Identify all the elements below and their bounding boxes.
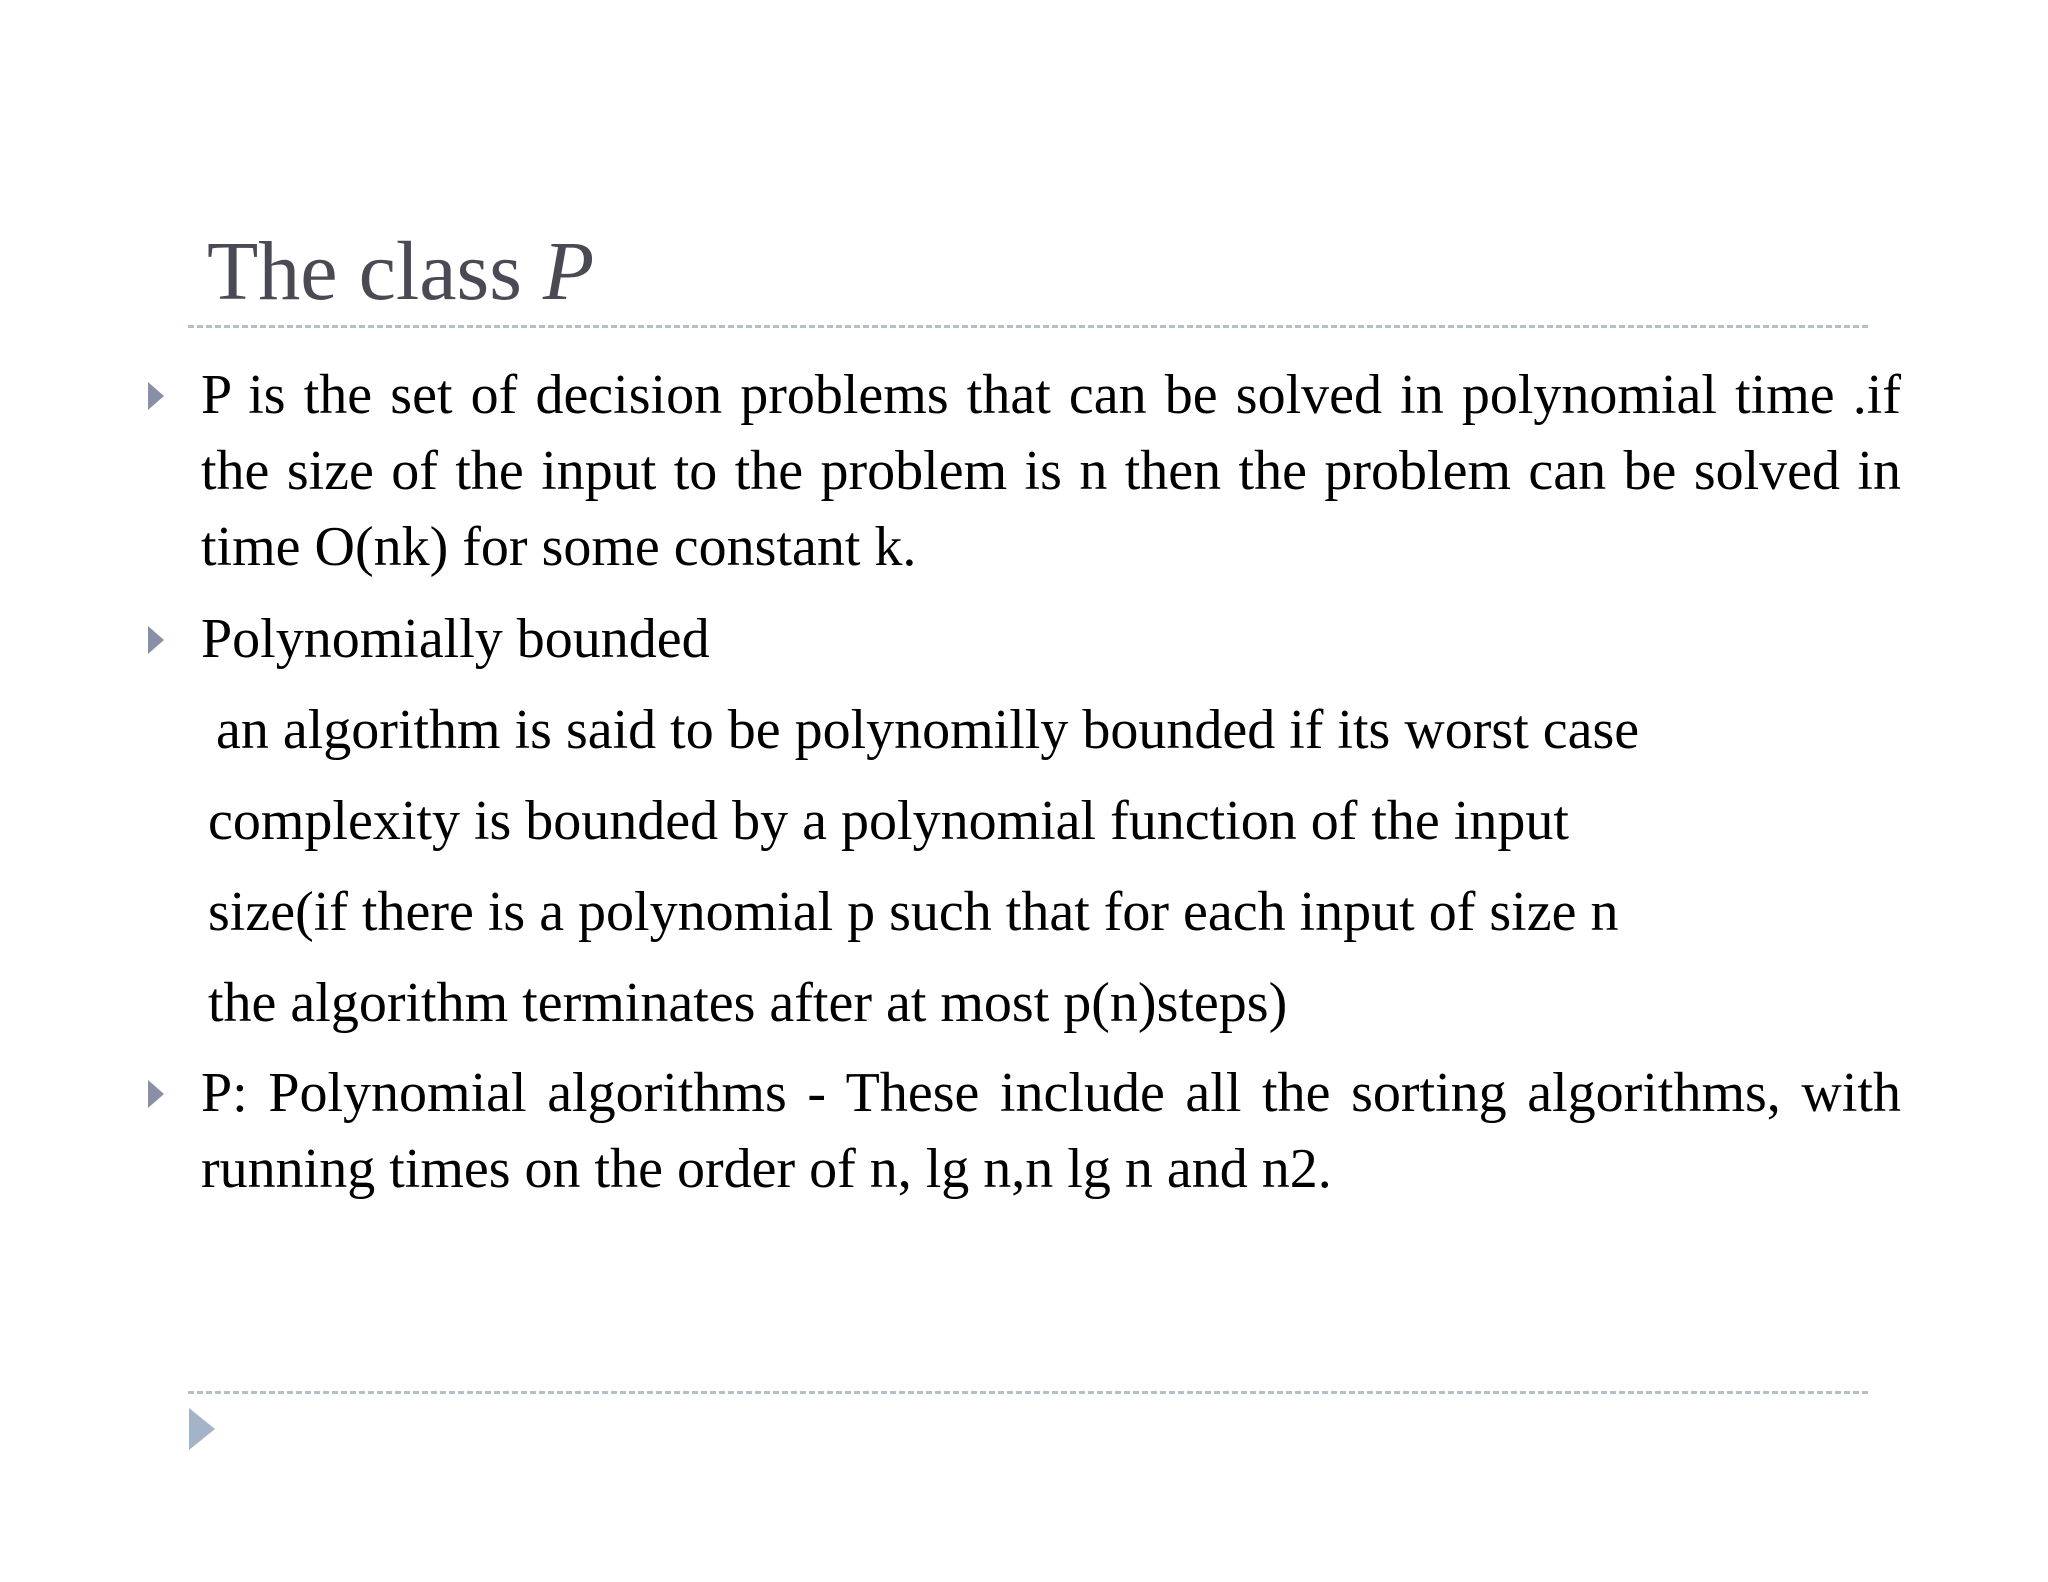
bullet-2-text: Polynomially bounded — [201, 608, 710, 670]
sub-paragraph-line: an algorithm is said to be polynomilly bounded if its worst case — [216, 699, 1640, 761]
title-divider — [188, 325, 1868, 328]
triangle-bullet-icon — [148, 382, 164, 410]
slide-title-main: The class — [207, 225, 543, 318]
slide-title — [207, 222, 594, 322]
bullet-3-text: P: Polynomial algorithms - These include all the sorting algorithms, with running times on the order of n, lg n,n lg n and n2. — [201, 1062, 1901, 1200]
triangle-bullet-icon — [148, 1080, 164, 1108]
sub-paragraph-line: the algorithm terminates after at most p(n)steps) — [208, 972, 1288, 1034]
slide-title-italic: P — [542, 225, 595, 318]
sub-paragraph-line: size(if there is a polynomial p such that for each input of size n — [208, 881, 1619, 943]
triangle-bullet-icon — [148, 626, 164, 654]
triangle-arrow-icon — [189, 1408, 215, 1450]
footer-divider — [188, 1391, 1868, 1394]
bullet-1-text: P is the set of decision problems that can be solved in polynomial time .if the size of the input to the problem is n then the problem can be solved in time O(nk) for some constant k. — [201, 364, 1901, 578]
sub-paragraph-line: complexity is bounded by a polynomial function of the input — [208, 790, 1569, 852]
